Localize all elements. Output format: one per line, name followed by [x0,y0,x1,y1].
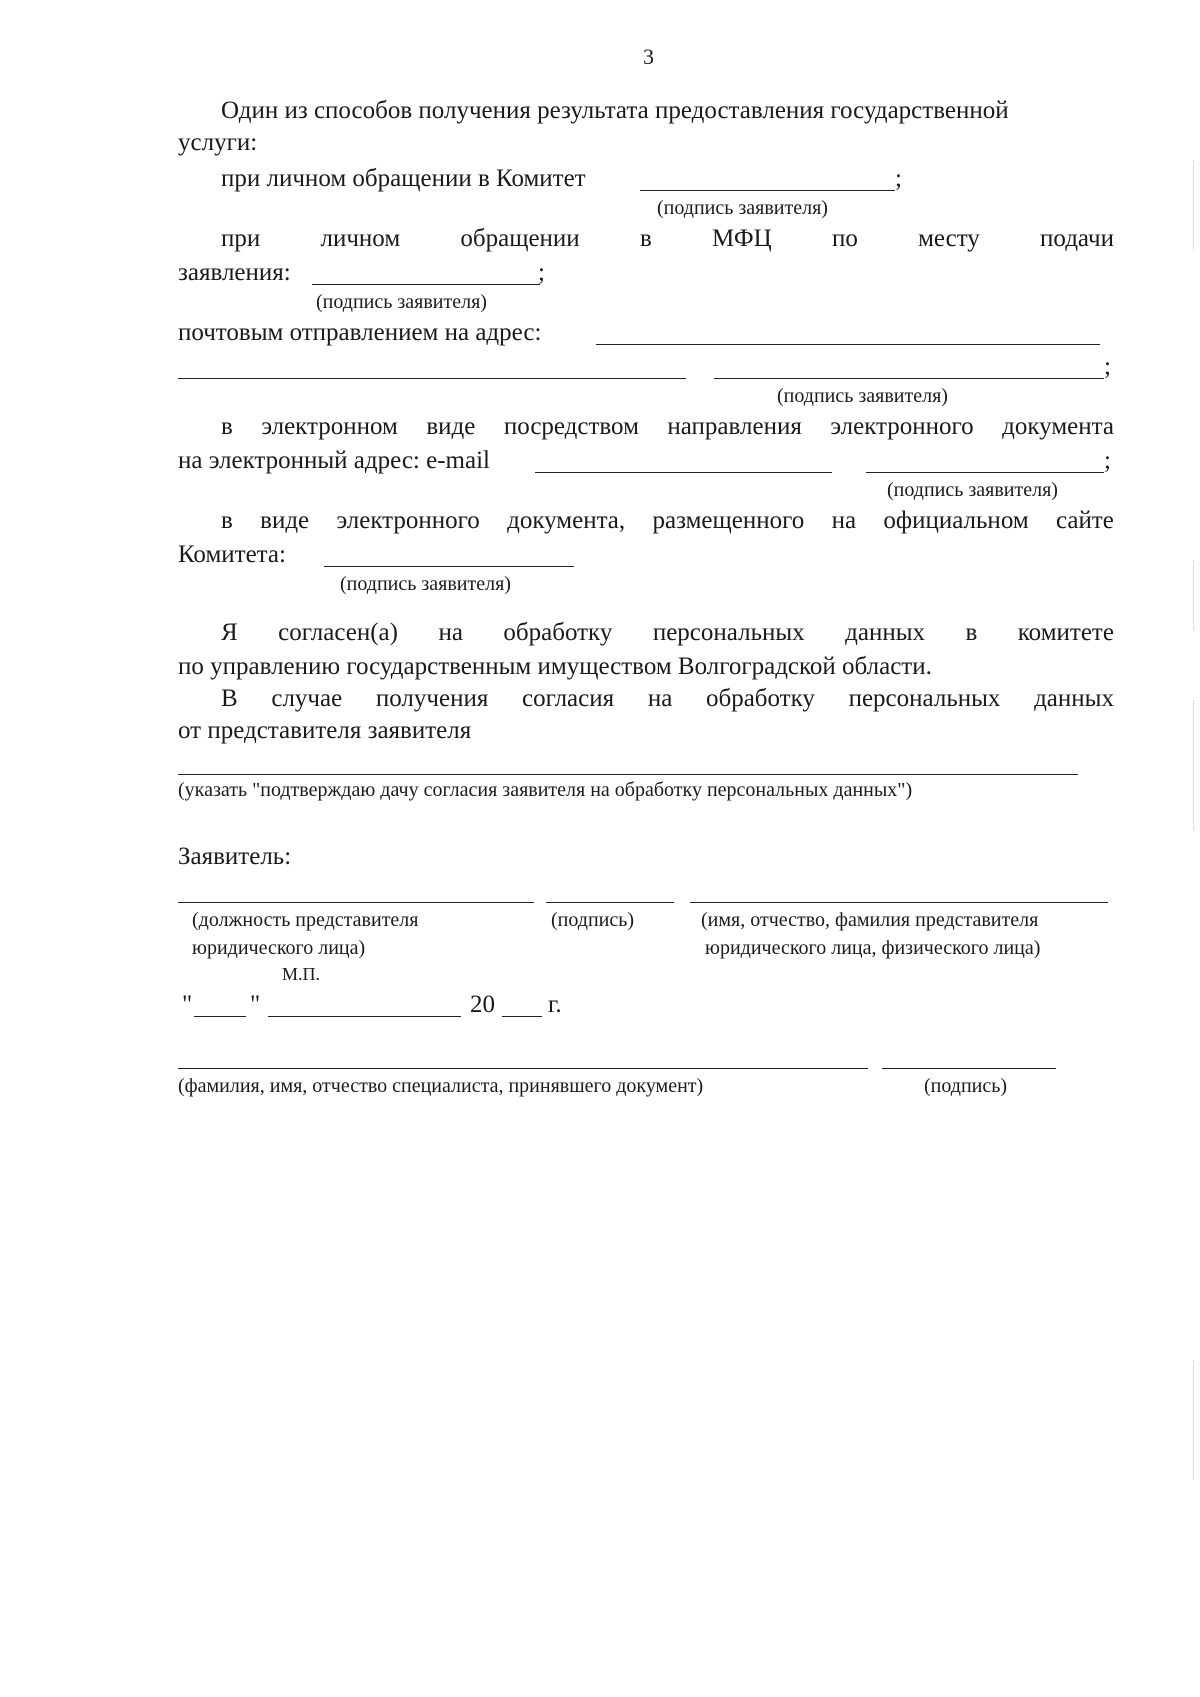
option-website-line2: Комитета: [178,541,286,568]
word: получения [375,685,489,712]
semicolon: ; [1104,447,1111,474]
word: согласен(а) [278,619,398,646]
word: обработку [705,685,815,712]
specialist-signature-caption: (подпись) [924,1075,1008,1097]
word: комитете [1017,619,1114,646]
word: электронного [336,507,480,534]
name-caption-line2: юридического лица, физического лица) [705,937,1041,959]
representative-consent-line1 [221,684,1114,714]
date-month-line [268,1016,461,1017]
word: электронном [261,413,398,440]
applicant-label: Заявитель: [178,843,292,870]
word: размещенного [652,507,805,534]
specialist-signature-line [882,1068,1056,1069]
word: в [965,619,978,646]
signature-line-mfc [312,284,540,285]
delivery-heading-line1: Один из способов получения результата предоставления государственной [221,97,1009,124]
specialist-name-caption: (фамилия, имя, отчество специалиста, принявшего документ) [178,1075,704,1097]
date-year-line [502,1016,542,1017]
word: в [639,225,652,252]
signature-caption-website: (подпись заявителя) [340,573,511,595]
page-number: 3 [643,44,654,69]
position-line [178,902,534,903]
word: Я [221,619,238,646]
word: В [221,685,238,712]
date-year-suffix: г. [548,991,562,1018]
word: персональных [848,685,1001,712]
signature-line-mail [714,378,1104,379]
option-email-line1 [221,412,1114,442]
signature-line-committee [640,190,895,191]
word: обращении [460,225,580,252]
signature-caption-email: (подпись заявителя) [887,479,1058,501]
scan-edge-mark [1193,560,1196,630]
name-caption-line1: (имя, отчество, фамилия представителя [701,909,1039,931]
word: согласия [522,685,615,712]
signature-caption-mail: (подпись заявителя) [777,385,948,407]
word: при [221,225,261,252]
name-line-applicant [690,902,1108,903]
word: МФЦ [711,225,772,252]
signature-line-email [866,472,1104,473]
word: месту [918,225,980,252]
address-line-2 [178,378,686,379]
position-caption-line2: юридического лица) [192,937,366,959]
word: направления [667,413,802,440]
date-year-prefix: 20 [470,991,495,1018]
word: виде [426,413,476,440]
word: данных [1034,685,1114,712]
word: данных [845,619,926,646]
consent-confirmation-line [178,774,1078,775]
delivery-heading-line2: услуги: [178,129,258,156]
word: случае [271,685,343,712]
address-line-1 [596,344,1100,345]
option-in-person-committee: при личном обращении в Комитет [221,165,586,192]
word: в [221,507,233,534]
word: сайте [1056,507,1114,534]
word: на [831,507,857,534]
word: подачи [1040,225,1114,252]
representative-consent-line2: от представителя заявителя [178,717,472,744]
position-caption-line1: (должность представителя [192,909,419,931]
date-open-quote: " [182,991,193,1018]
word: в [221,413,233,440]
signature-caption-mfc: (подпись заявителя) [316,291,487,313]
word: посредством [503,413,639,440]
word: документа [1002,413,1114,440]
option-email-line2: на электронный адрес: e-mail [178,447,490,474]
semicolon: ; [895,165,902,192]
date-close-quote: " [250,991,261,1018]
semicolon: ; [538,259,545,286]
word: персональных [652,619,805,646]
word: документа, [507,507,626,534]
word: на [647,685,673,712]
word: виде [260,507,310,534]
word: обработку [503,619,613,646]
email-address-line [535,472,832,473]
option-website-line1 [221,506,1114,536]
word: личном [320,225,401,252]
specialist-name-line [178,1068,868,1069]
option-in-person-mfc-line2: заявления: [178,259,291,286]
consent-confirmation-caption: (указать "подтверждаю дачу согласия заявителя на обработку персональных данных") [178,779,913,801]
option-in-person-mfc-line1 [221,224,1114,254]
semicolon: ; [1104,353,1111,380]
word: на [438,619,463,646]
scan-edge-mark [1193,700,1196,830]
stamp-label: М.П. [282,964,321,984]
option-by-mail: почтовым отправлением на адрес: [178,319,542,346]
signature-caption-committee: (подпись заявителя) [657,197,828,219]
word: по [831,225,858,252]
date-day-line [194,1016,246,1017]
signature-line-website [324,566,574,567]
consent-line2: по управлению государственным имуществом Волгоградской области. [178,653,932,680]
scan-edge-mark [1193,1360,1196,1480]
word: официальном [883,507,1029,534]
word: электронного [830,413,974,440]
consent-line1 [221,618,1114,648]
scan-edge-mark [1193,160,1196,250]
signature-line-applicant [546,902,674,903]
applicant-signature-caption: (подпись) [551,909,635,931]
